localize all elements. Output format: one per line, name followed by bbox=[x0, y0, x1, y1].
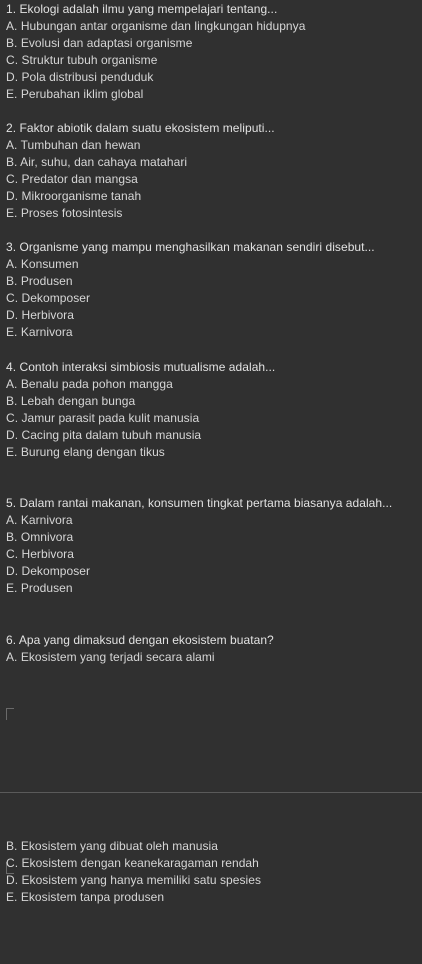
question-6-text: 6. Apa yang dimaksud dengan ekosistem buatan? bbox=[6, 633, 274, 647]
question-5-option-d: D. Dekomposer bbox=[6, 564, 91, 578]
question-3-option-e: E. Karnivora bbox=[6, 325, 73, 339]
question-3-option-a: A. Konsumen bbox=[6, 257, 79, 271]
question-4-option-c: C. Jamur parasit pada kulit manusia bbox=[6, 411, 200, 425]
question-5-option-b: B. Omnivora bbox=[6, 530, 74, 544]
question-3-option-b: B. Produsen bbox=[6, 274, 73, 288]
question-2-option-d: D. Mikroorganisme tanah bbox=[6, 189, 142, 203]
question-5-option-a: A. Karnivora bbox=[6, 513, 73, 527]
question-1-option-a: A. Hubungan antar organisme dan lingkungan hidupnya bbox=[6, 19, 306, 33]
question-1-option-d: D. Pola distribusi penduduk bbox=[6, 70, 154, 84]
question-4-option-e: E. Burung elang dengan tikus bbox=[6, 445, 165, 459]
question-6-option-c: C. Ekosistem dengan keanekaragaman rendah bbox=[6, 856, 259, 870]
selection-corner-top bbox=[6, 708, 14, 720]
question-6-option-d: D. Ekosistem yang hanya memiliki satu spesies bbox=[6, 873, 262, 887]
question-6-option-b: B. Ekosistem yang dibuat oleh manusia bbox=[6, 839, 218, 853]
question-1-option-c: C. Struktur tubuh organisme bbox=[6, 53, 158, 67]
question-3-option-c: C. Dekomposer bbox=[6, 291, 91, 305]
question-4-option-d: D. Cacing pita dalam tubuh manusia bbox=[6, 428, 202, 442]
question-4-text: 4. Contoh interaksi simbiosis mutualisme adalah... bbox=[6, 360, 276, 374]
question-1-text: 1. Ekologi adalah ilmu yang mempelajari tentang... bbox=[6, 2, 278, 16]
question-2-text: 2. Faktor abiotik dalam suatu ekosistem meliputi... bbox=[6, 121, 275, 135]
question-2-option-b: B. Air, suhu, dan cahaya matahari bbox=[6, 155, 188, 169]
question-3-text: 3. Organisme yang mampu menghasilkan makanan sendiri disebut... bbox=[6, 240, 375, 254]
question-3-option-d: D. Herbivora bbox=[6, 308, 74, 322]
question-2-option-a: A. Tumbuhan dan hewan bbox=[6, 138, 141, 152]
question-4-option-b: B. Lebah dengan bunga bbox=[6, 394, 136, 408]
question-6-option-e: E. Ekosistem tanpa produsen bbox=[6, 890, 165, 904]
question-1-option-e: E. Perubahan iklim global bbox=[6, 87, 144, 101]
question-5-text: 5. Dalam rantai makanan, konsumen tingkat pertama biasanya adalah... bbox=[6, 496, 393, 510]
question-2-option-c: C. Predator dan mangsa bbox=[6, 172, 138, 186]
question-5-option-e: E. Produsen bbox=[6, 581, 73, 595]
question-5-option-c: C. Herbivora bbox=[6, 547, 74, 561]
question-6-option-a: A. Ekosistem yang terjadi secara alami bbox=[6, 650, 215, 664]
question-4-option-a: A. Benalu pada pohon mangga bbox=[6, 377, 173, 391]
section-divider bbox=[0, 792, 422, 793]
question-1-option-b: B. Evolusi dan adaptasi organisme bbox=[6, 36, 193, 50]
question-2-option-e: E. Proses fotosintesis bbox=[6, 206, 123, 220]
